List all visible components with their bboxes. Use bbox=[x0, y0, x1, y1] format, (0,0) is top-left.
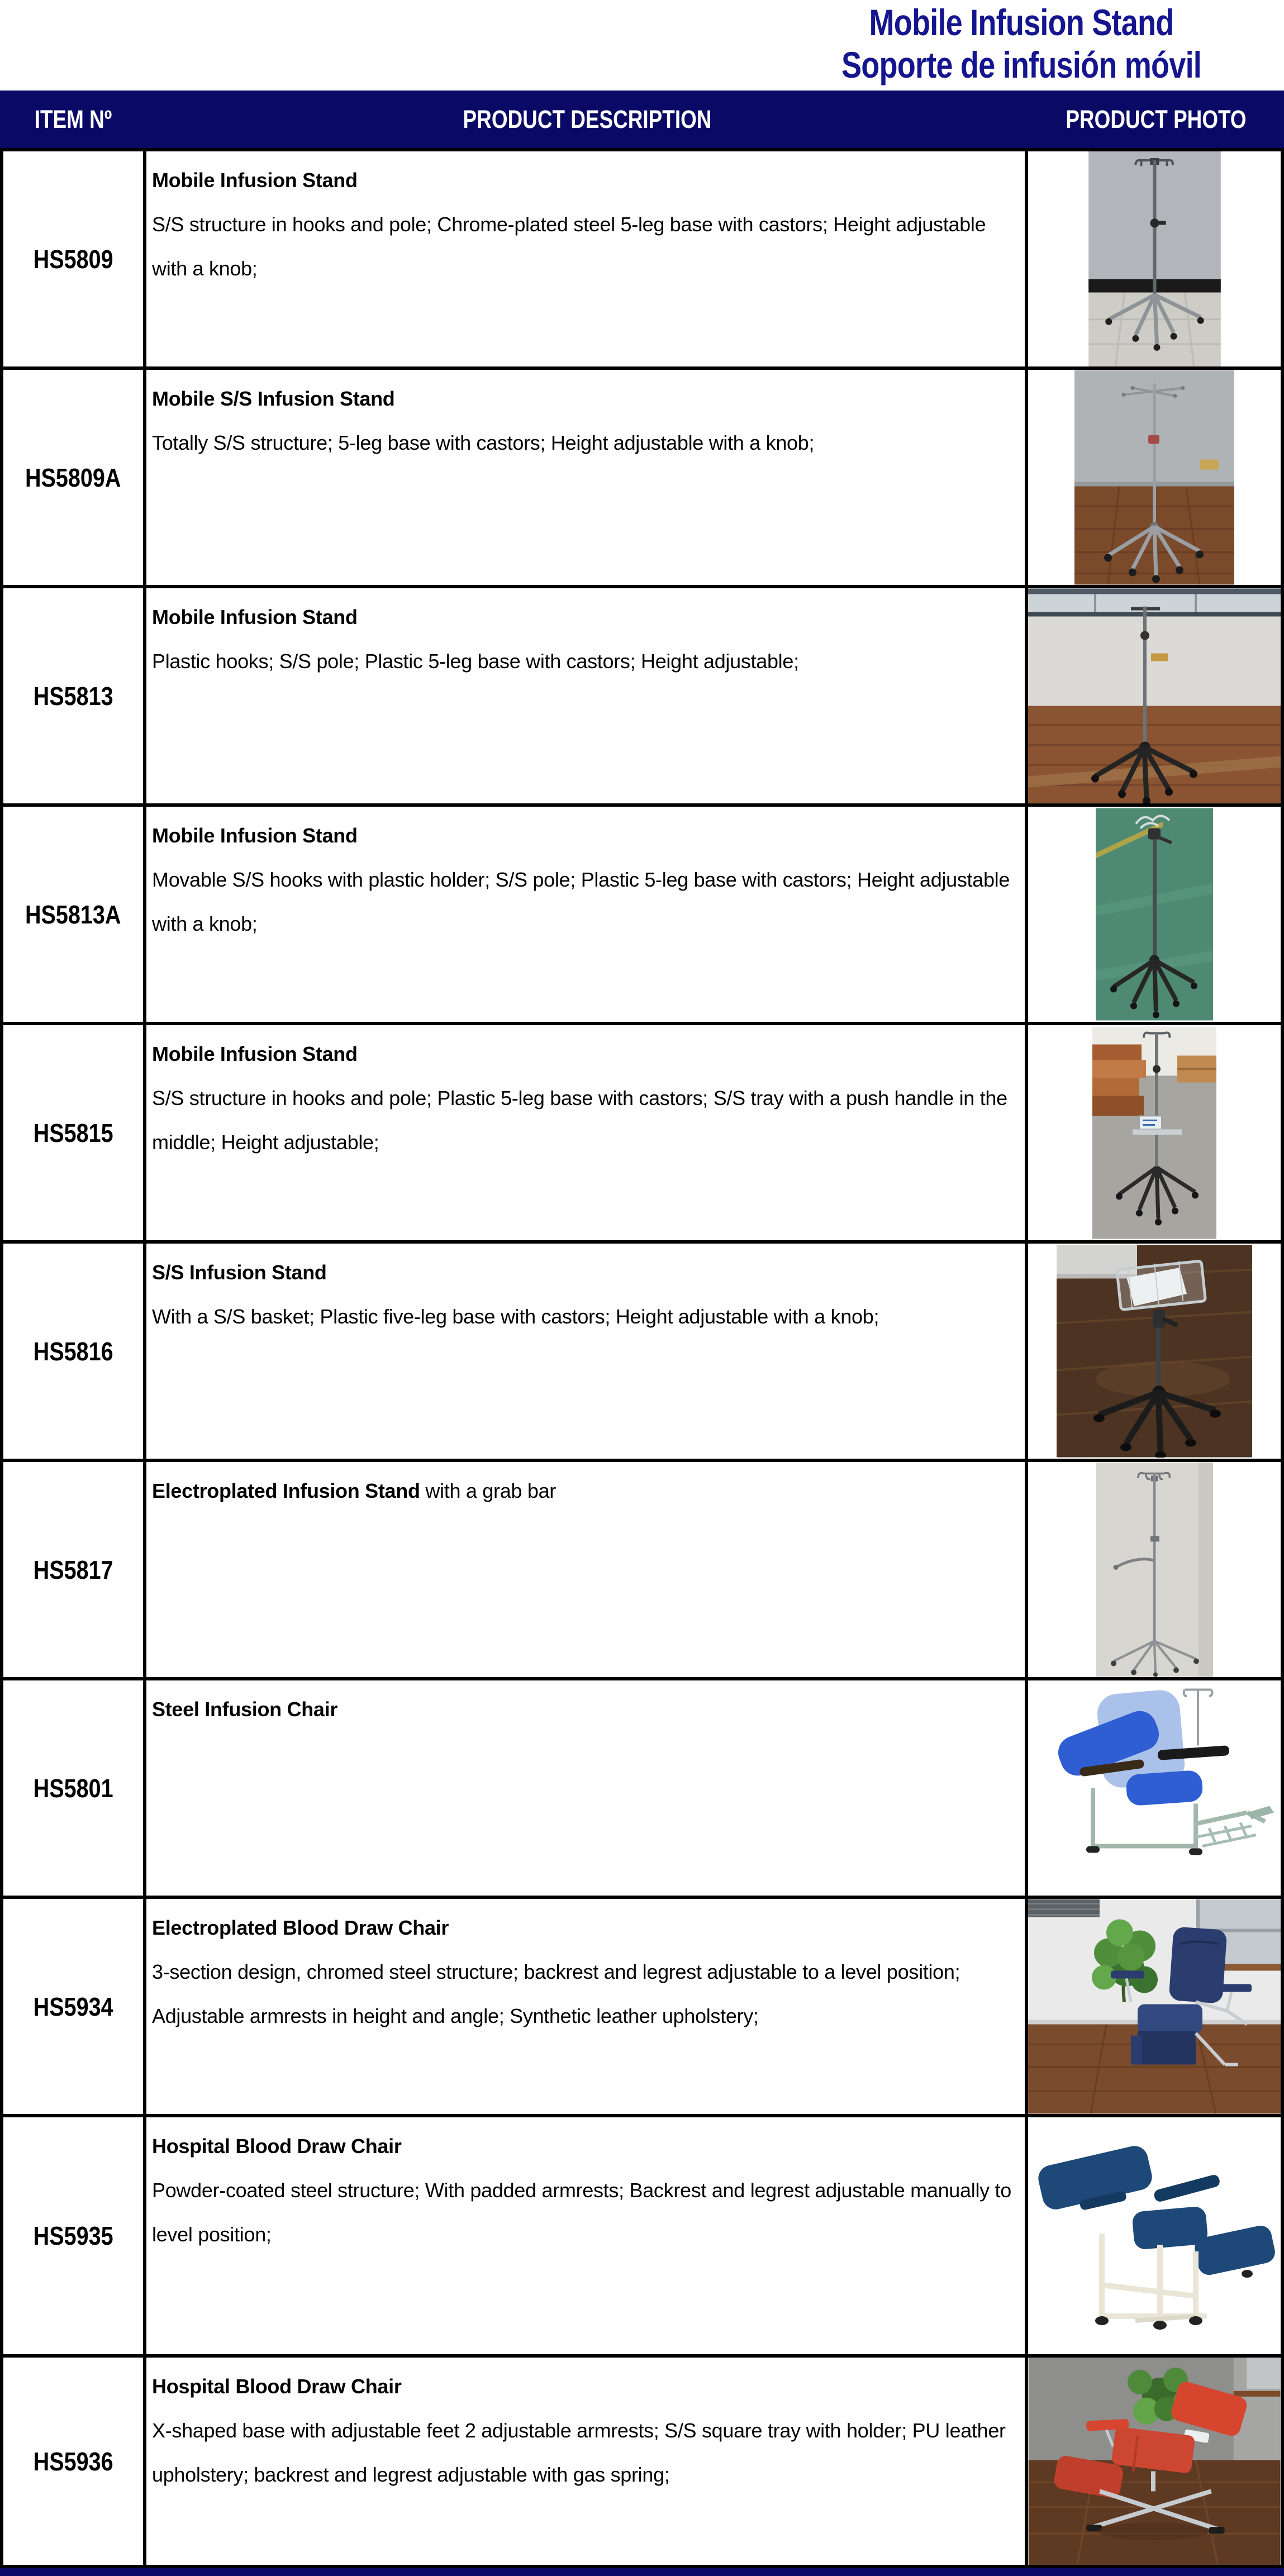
product-photo-cell bbox=[1028, 2117, 1281, 2354]
item-cell bbox=[3, 1025, 143, 1240]
bottom-bar bbox=[0, 2568, 1284, 2576]
page-title-english: Mobile Infusion Stand bbox=[869, 2, 1174, 43]
product-name: S/S Infusion Stand bbox=[152, 1261, 327, 1284]
product-name: Mobile Infusion Stand bbox=[152, 824, 358, 847]
table-header bbox=[0, 91, 1284, 148]
item-number: HS5813A bbox=[25, 899, 121, 929]
product-description-cell bbox=[146, 807, 1025, 1022]
product-details: Powder-coated steel structure; With padded armrests; Backrest and legrest adjustable manually to level position; bbox=[152, 2179, 1011, 2246]
product-photo-cell bbox=[1028, 1025, 1281, 1240]
product-details: With a S/S basket; Plastic five-leg base with castors; Height adjustable with a knob; bbox=[152, 1305, 879, 1328]
product-description-cell bbox=[146, 2358, 1025, 2565]
product-details: S/S structure in hooks and pole; Plastic 5-leg base with castors; S/S tray with a push handle in the middle; Height adjustable; bbox=[152, 1087, 1007, 1154]
blood-draw-chair-navy-photo bbox=[1028, 2117, 1281, 2354]
column-header-product-photo: PRODUCT PHOTO bbox=[1066, 104, 1247, 134]
product-details: Totally S/S structure; 5-leg base with castors; Height adjustable with a knob; bbox=[152, 431, 815, 454]
item-number: HS5935 bbox=[33, 2221, 113, 2250]
item-cell bbox=[3, 807, 143, 1022]
product-description-cell bbox=[146, 588, 1025, 803]
product-photo-cell bbox=[1028, 807, 1281, 1022]
product-description-cell bbox=[146, 1462, 1025, 1677]
product-photo-cell bbox=[1028, 1244, 1281, 1459]
product-description-cell bbox=[146, 370, 1025, 585]
item-cell bbox=[3, 1680, 143, 1896]
item-number: HS5809A bbox=[25, 463, 121, 492]
item-number: HS5813 bbox=[33, 681, 113, 711]
page-title bbox=[764, 0, 1278, 91]
product-name: Mobile Infusion Stand bbox=[152, 606, 358, 628]
item-number: HS5934 bbox=[33, 1992, 113, 2021]
product-details: Movable S/S hooks with plastic holder; S/S pole; Plastic 5-leg base with castors; Height adjustable with a knob; bbox=[152, 868, 1010, 935]
blood-draw-chair-red-photo bbox=[1028, 2358, 1281, 2565]
product-table bbox=[0, 148, 1284, 2568]
item-number: HS5936 bbox=[33, 2446, 113, 2476]
product-details: S/S structure in hooks and pole; Chrome-plated steel 5-leg base with castors; Height adjustable with a knob; bbox=[152, 213, 986, 280]
column-header-product-description: PRODUCT DESCRIPTION bbox=[463, 104, 712, 134]
product-details: with a grab bar bbox=[425, 1479, 556, 1502]
item-cell bbox=[3, 151, 143, 366]
product-description-cell bbox=[146, 1244, 1025, 1459]
product-name: Hospital Blood Draw Chair bbox=[152, 2375, 402, 2398]
item-cell bbox=[3, 1899, 143, 2114]
item-cell bbox=[3, 370, 143, 585]
product-photo-cell bbox=[1028, 2358, 1281, 2565]
item-number: HS5809 bbox=[33, 244, 113, 274]
item-cell bbox=[3, 1244, 143, 1459]
product-name: Electroplated Blood Draw Chair bbox=[152, 1916, 449, 1939]
page-title-spanish: Soporte de infusión móvil bbox=[841, 44, 1202, 85]
product-details: 3-section design, chromed steel structure; backrest and legrest adjustable to a level position; Adjustable armrests in height and angle; Synthetic leather upholstery; bbox=[152, 1960, 960, 2027]
column-header-item-no: ITEM Nº bbox=[34, 104, 112, 134]
product-photo-cell bbox=[1028, 1462, 1281, 1677]
infusion-stand-photo bbox=[1088, 151, 1221, 366]
item-cell bbox=[3, 2117, 143, 2354]
basket-stand-photo bbox=[1057, 1245, 1252, 1458]
infusion-chair-photo bbox=[1028, 1680, 1281, 1896]
product-photo-cell bbox=[1028, 370, 1281, 585]
infusion-stand-green-floor-photo bbox=[1096, 808, 1213, 1021]
product-name: Electroplated Infusion Stand bbox=[152, 1479, 420, 1502]
product-name: Steel Infusion Chair bbox=[152, 1698, 338, 1721]
product-description-cell bbox=[146, 151, 1025, 366]
item-number: HS5815 bbox=[33, 1118, 113, 1147]
product-description-cell bbox=[146, 1680, 1025, 1896]
blood-draw-chair-blue-photo bbox=[1028, 1899, 1281, 2114]
product-details: X-shaped base with adjustable feet 2 adjustable armrests; S/S square tray with holder; PU leather upholstery; backrest and legrest adjustable with gas spring; bbox=[152, 2419, 1006, 2486]
ss-infusion-stand-photo bbox=[1074, 370, 1234, 585]
item-number: HS5817 bbox=[33, 1555, 113, 1584]
item-cell bbox=[3, 1462, 143, 1677]
product-name: Hospital Blood Draw Chair bbox=[152, 2135, 402, 2158]
infusion-stand-tray-photo bbox=[1092, 1026, 1216, 1239]
grab-bar-stand-photo bbox=[1096, 1462, 1213, 1677]
product-photo-cell bbox=[1028, 1899, 1281, 2114]
product-photo-cell bbox=[1028, 588, 1281, 803]
product-name: Mobile Infusion Stand bbox=[152, 1042, 358, 1065]
product-name: Mobile S/S Infusion Stand bbox=[152, 387, 395, 410]
product-description-cell bbox=[146, 1025, 1025, 1240]
product-description-cell bbox=[146, 2117, 1025, 2354]
item-number: HS5816 bbox=[33, 1336, 113, 1366]
item-cell bbox=[3, 588, 143, 803]
item-cell bbox=[3, 2358, 143, 2565]
infusion-stand-room-photo bbox=[1028, 588, 1281, 803]
product-description-cell bbox=[146, 1899, 1025, 2114]
product-name: Mobile Infusion Stand bbox=[152, 169, 358, 192]
product-photo-cell bbox=[1028, 151, 1281, 366]
product-details: Plastic hooks; S/S pole; Plastic 5-leg base with castors; Height adjustable; bbox=[152, 650, 799, 673]
item-number: HS5801 bbox=[33, 1773, 113, 1803]
product-photo-cell bbox=[1028, 1680, 1281, 1896]
